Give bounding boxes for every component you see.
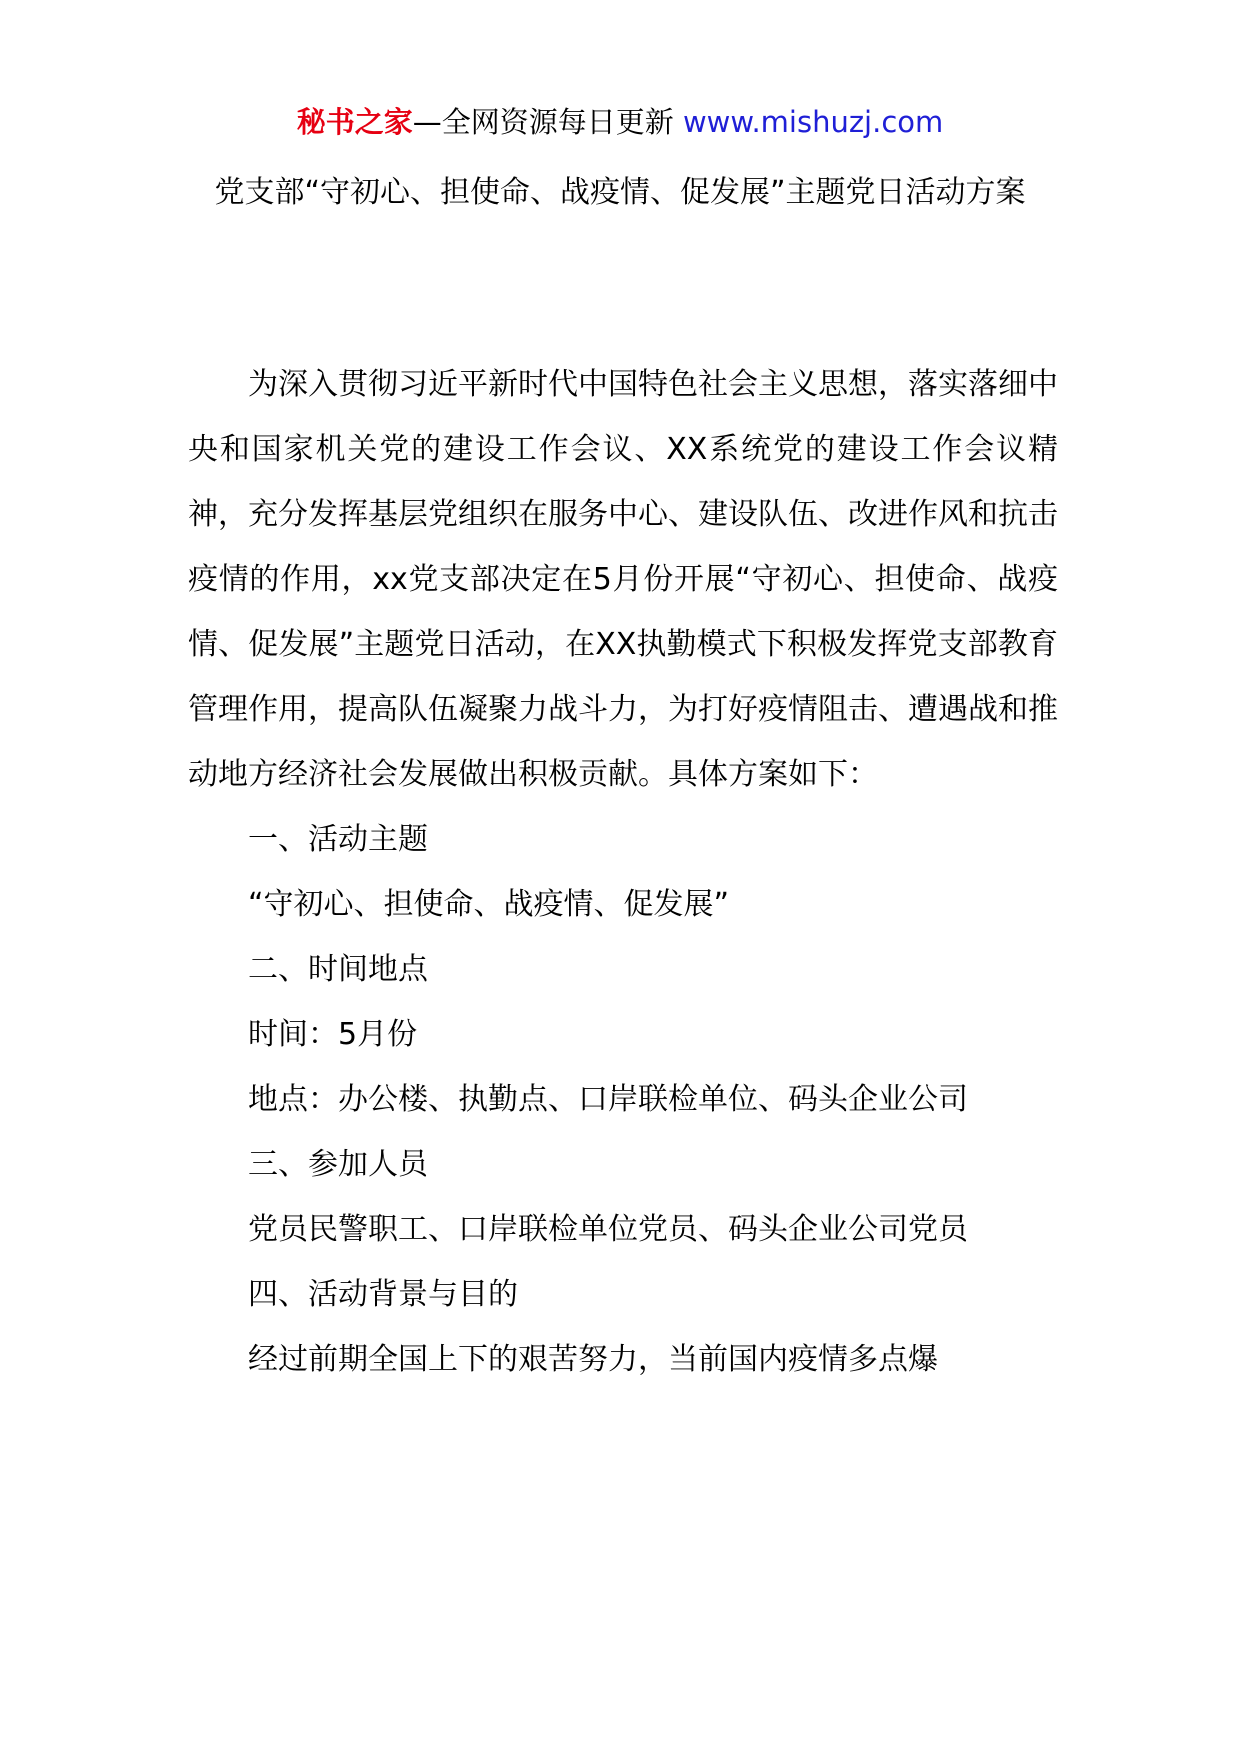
participants-text: 党员民警职工、口岸联检单位党员、码头企业公司党员 [248,1212,968,1247]
section-heading-time-place: 二、时间地点 [248,952,428,987]
place-text: 地点：办公楼、执勤点、口岸联检单位、码头企业公司 [248,1082,968,1117]
intro-paragraph: 为深入贯彻习近平新时代中国特色社会主义思想，落实落细中央和国家机关党的建设工作会议、XX系统党的建设工作会议精神，充分发挥基层党组织在服务中心、建设队伍、改进作风和抗击疫情的作用，xx党支部决定在5月份开展“守初心、担使命、战疫情、促发展”主题党日活动，在XX执勤模式下积极发挥党支部教育管理作用，提高队伍凝聚力战斗力，为打好疫情阻击、遭遇战和推动地方经济社会发展做出积极贡献。具体方案如下： [188,367,1058,792]
time-text: 时间：5月份 [248,1017,418,1052]
background-text: 经过前期全国上下的艰苦努力，当前国内疫情多点爆 [248,1342,938,1377]
header-tagline: —全网资源每日更新 [412,105,683,139]
section-heading-theme: 一、活动主题 [248,822,428,857]
document-body [188,352,1058,1392]
section-heading-participants: 三、参加人员 [248,1147,428,1182]
brand-name: 秘书之家 [296,105,413,139]
site-url-link[interactable]: www.mishuzj.com [682,105,944,139]
site-header [0,102,1240,142]
theme-text: “守初心、担使命、战疫情、促发展” [248,887,730,922]
section-heading-background: 四、活动背景与目的 [248,1277,518,1312]
document-title: 党支部“守初心、担使命、战疫情、促发展”主题党日活动方案 [214,175,1026,210]
